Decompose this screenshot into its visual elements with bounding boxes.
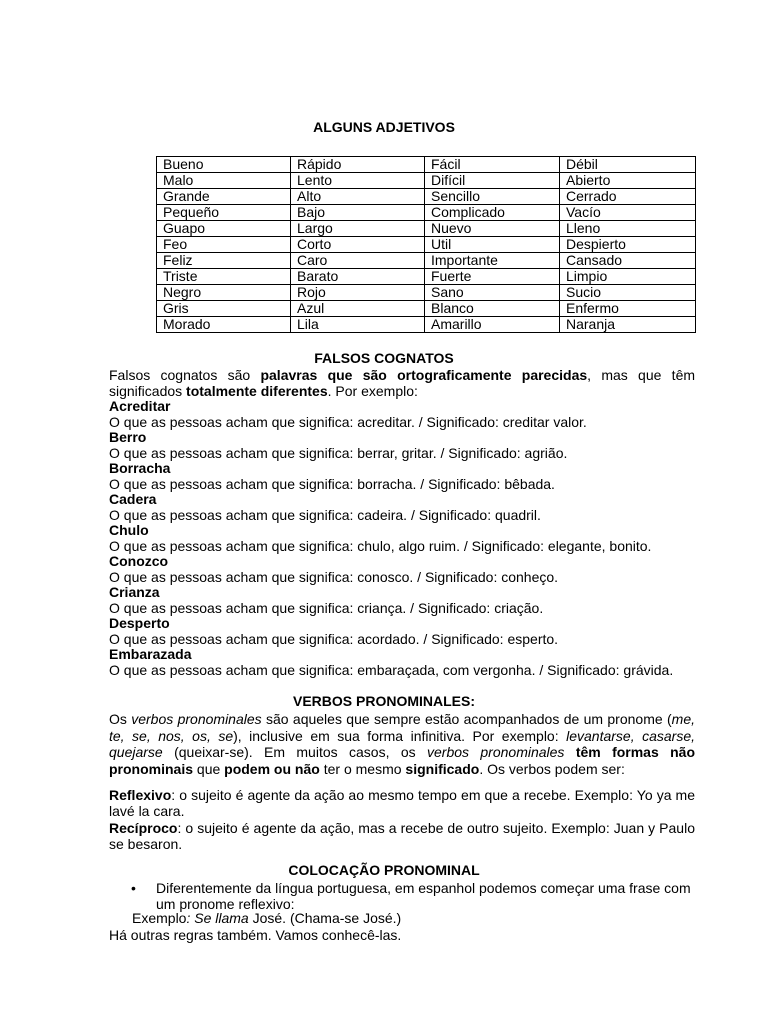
cognato-word-text: Chulo: [109, 522, 149, 538]
table-cell: Amarillo: [425, 317, 560, 333]
table-row: [157, 173, 696, 189]
verbos-text: . Os verbos podem ser:: [479, 760, 625, 777]
verbos-title: VERBOS PRONOMINALES:: [292, 693, 475, 709]
table-cell: Fácil: [425, 157, 560, 173]
bullet-icon: •: [131, 880, 136, 896]
table-row: [157, 253, 696, 269]
table-row: [157, 269, 696, 285]
verbos-text: Os: [109, 711, 127, 727]
cognato-word: [109, 399, 695, 415]
cognato-word: [109, 585, 695, 601]
colocacao-example: [132, 911, 692, 927]
cognato-word-text: Borracha: [109, 460, 171, 476]
verbos-text: ter o mesmo: [323, 760, 402, 777]
cognato-description: O que as pessoas acham que significa: acordado. / Significado: esperto.: [109, 630, 559, 647]
table-cell: Alto: [291, 189, 425, 205]
falsos-intro-line1: [109, 368, 695, 384]
cognato-word: [109, 616, 695, 632]
cognato-word: [109, 523, 695, 539]
verbos-text: (queixar-se). Em muitos casos, os: [174, 744, 416, 760]
table-cell: Lleno: [560, 221, 696, 237]
table-cell: Malo: [157, 173, 291, 189]
table-cell: Util: [425, 237, 560, 253]
verbos-bold: significado: [405, 760, 480, 777]
cognato-word-text: Desperto: [109, 615, 170, 631]
intro-text: significados: [109, 382, 183, 399]
cognato-word: [109, 461, 695, 477]
table-cell: Complicado: [425, 205, 560, 221]
table-cell: Largo: [291, 221, 425, 237]
table-row: [157, 317, 696, 333]
verbos-paragraph: [109, 711, 695, 777]
colocacao-closing: Há outras regras também. Vamos conhecê-las.: [109, 927, 402, 943]
falsos-section: [109, 368, 695, 678]
cognato-description: O que as pessoas acham que significa: embaraçada, com vergonha. / Significado: grávida.: [109, 661, 674, 678]
table-cell: Vacío: [560, 205, 696, 221]
table-cell: Sencillo: [425, 189, 560, 205]
cognato-description: O que as pessoas acham que significa: criança. / Significado: criação.: [109, 599, 544, 616]
table-row: [157, 301, 696, 317]
verbos-italic: levantarse, casarse, quejarse: [109, 727, 696, 760]
intro-text: . Por exemplo:: [327, 382, 418, 399]
reflexivo-paragraph: [109, 787, 695, 819]
table-cell: Lento: [291, 173, 425, 189]
cognato-word-text: Cadera: [109, 491, 157, 507]
table-cell: Caro: [291, 253, 425, 269]
cognato-description: O que as pessoas acham que significa: chulo, algo ruim. / Significado: elegante, bonito.: [109, 537, 652, 554]
table-cell: Cansado: [560, 253, 696, 269]
table-cell: Sucio: [560, 285, 696, 301]
table-row: [157, 285, 696, 301]
cognato-word-text: Embarazada: [109, 646, 192, 662]
table-cell: Enfermo: [560, 301, 696, 317]
example-label: Exemplo: [132, 910, 187, 926]
table-cell: Bueno: [157, 157, 291, 173]
cognato-word-text: Conozco: [109, 553, 169, 569]
verbos-text: são aqueles que sempre estão acompanhados de um pronome (: [266, 711, 672, 727]
table-cell: Corto: [291, 237, 425, 253]
table-cell: Feliz: [157, 253, 291, 269]
verbos-text: ), inclusive em sua forma infinitiva. Por exemplo:: [233, 727, 559, 744]
verbos-italic: verbos pronominales: [131, 711, 262, 727]
table-cell: Sano: [425, 285, 560, 301]
table-cell: Importante: [425, 253, 560, 269]
cognato-word-text: Acreditar: [109, 398, 171, 414]
cognato-word: [109, 554, 695, 570]
intro-text: , mas que têm: [587, 367, 696, 383]
table-cell: Pequeño: [157, 205, 291, 221]
table-row: [157, 221, 696, 237]
reciproco-label: Recíproco: [109, 820, 178, 836]
intro-text: Falsos cognatos são: [109, 367, 251, 383]
verbos-italic: me, te, se, nos, os, se: [109, 711, 695, 744]
table-row: [157, 205, 696, 221]
table-cell: Morado: [157, 317, 291, 333]
cognato-description: O que as pessoas acham que significa: conosco. / Significado: conheço.: [109, 568, 559, 585]
table-cell: Cerrado: [560, 189, 696, 205]
example-text: José. (Chama-se José.): [252, 910, 402, 926]
table-cell: Guapo: [157, 221, 291, 237]
table-cell: Nuevo: [425, 221, 560, 237]
table-row: [157, 157, 696, 173]
verbos-italic: verbos pronominales: [427, 744, 565, 760]
intro-bold-text: palavras que são ortograficamente parecidas: [260, 367, 588, 383]
cognato-description: O que as pessoas acham que significa: acreditar. / Significado: creditar valor.: [109, 413, 587, 430]
reciproco-text: : o sujeito é agente da ação, mas a recebe de outro sujeito. Exemplo: Juan y Paulo se besaron.: [109, 820, 695, 852]
verbos-bold: podem ou não: [224, 760, 320, 777]
cognato-word-text: Berro: [109, 429, 147, 445]
verbos-text: que: [196, 760, 221, 777]
cognato-word-text: Crianza: [109, 584, 160, 600]
table-cell: Triste: [157, 269, 291, 285]
cognato-description: O que as pessoas acham que significa: borracha. / Significado: bêbada.: [109, 475, 555, 492]
cognato-description: O que as pessoas acham que significa: berrar, gritar. / Significado: agrião.: [109, 444, 568, 461]
cognato-word: [109, 492, 695, 508]
table-cell: Rápido: [291, 157, 425, 173]
verbos-bold: têm formas não pronominais: [109, 744, 696, 777]
cognato-description: O que as pessoas acham que significa: cadeira. / Significado: quadril.: [109, 506, 541, 523]
table-cell: Lila: [291, 317, 425, 333]
table-cell: Negro: [157, 285, 291, 301]
table-cell: Grande: [157, 189, 291, 205]
reflexivo-label: Reflexivo: [109, 787, 172, 803]
table-cell: Abierto: [560, 173, 696, 189]
table-cell: Naranja: [560, 317, 696, 333]
table-cell: Gris: [157, 301, 291, 317]
colocacao-bullet-item: [109, 880, 695, 912]
table-cell: Azul: [291, 301, 425, 317]
table-row: [157, 189, 696, 205]
example-italic: : Se llama: [186, 910, 249, 926]
bullet-text: Diferentemente da língua portuguesa, em espanhol podemos começar uma frase com um pronome reflexivo:: [156, 880, 691, 912]
table-cell: Débil: [560, 157, 696, 173]
table-cell: Difícil: [425, 173, 560, 189]
table-row: [157, 237, 696, 253]
table-cell: Rojo: [291, 285, 425, 301]
adjetivos-table: [156, 156, 696, 333]
cognato-word: [109, 647, 695, 663]
table-cell: Limpio: [560, 269, 696, 285]
table-cell: Feo: [157, 237, 291, 253]
table-cell: Barato: [291, 269, 425, 285]
adjetivos-title: ALGUNS ADJETIVOS: [313, 119, 455, 135]
falsos-title: FALSOS COGNATOS: [314, 350, 454, 366]
falsos-intro-line2: [109, 384, 695, 400]
falsos-list: [109, 399, 695, 678]
reciproco-paragraph: [109, 820, 695, 852]
table-cell: Blanco: [425, 301, 560, 317]
intro-bold-text: totalmente diferentes: [186, 382, 328, 399]
table-cell: Despierto: [560, 237, 696, 253]
cognato-word: [109, 430, 695, 446]
table-cell: Fuerte: [425, 269, 560, 285]
colocacao-title: COLOCAÇÃO PRONOMINAL: [288, 862, 480, 878]
reflexivo-text: : o sujeito é agente da ação ao mesmo tempo em que a recebe. Exemplo: Yo ya me lavé la cara.: [109, 787, 695, 819]
table-cell: Bajo: [291, 205, 425, 221]
